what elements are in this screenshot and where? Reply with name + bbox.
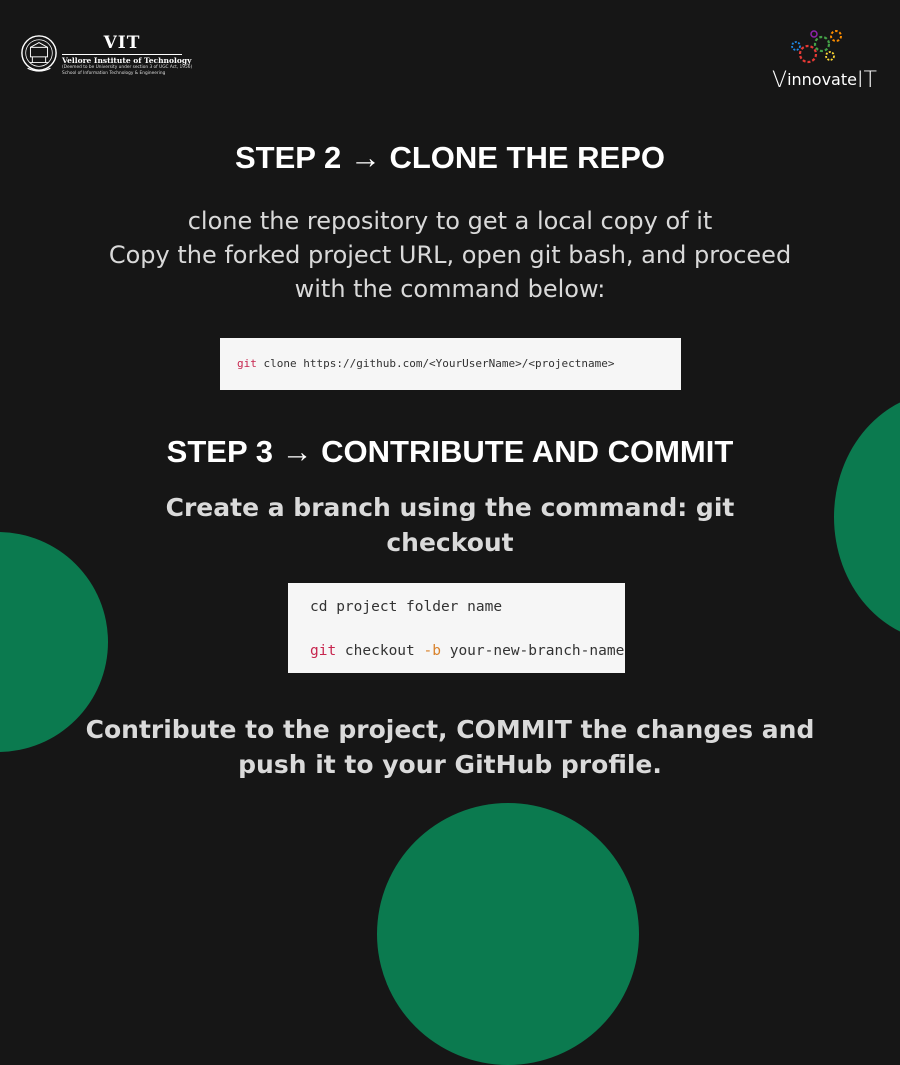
vit-full-name: Vellore Institute of Technology [62, 56, 192, 65]
vinnovate-suffix: IT [856, 68, 877, 93]
step2-line-2: Copy the forked project URL, open git bash, and proceed [108, 241, 792, 269]
step3-line-1: Create a branch using the command: git [165, 493, 735, 522]
vinnovate-logo [770, 26, 877, 96]
git-keyword: git [310, 643, 337, 659]
vinnovate-middle: innovate [787, 70, 857, 89]
git-keyword: git [237, 357, 257, 370]
gears-icon [786, 26, 850, 70]
vit-name: VIT [103, 33, 141, 53]
footer-line-1: Contribute to the project, COMMIT the changes and [85, 715, 815, 744]
checkout-command [310, 643, 624, 659]
footer-description [0, 712, 900, 782]
footer-line-2: push it to your GitHub profile. [238, 750, 662, 779]
vinnovate-prefix: V [772, 68, 788, 93]
vit-divider [62, 54, 182, 55]
clone-command-rest: clone https://github.com/<YourUserName>/<projectname> [256, 357, 615, 370]
branch-name: your-new-branch-name [440, 643, 625, 659]
step3-description [0, 490, 900, 560]
vinnovate-wordmark [772, 68, 877, 93]
step3-line-2: checkout [386, 528, 514, 557]
vit-tagline: (Deemed to be University under section 3 of UGC Act, 1956) [62, 65, 193, 70]
clone-command [237, 357, 615, 370]
step3-title: STEP 3 → CONTRIBUTE AND COMMIT [166, 434, 734, 469]
step2-description [0, 204, 900, 306]
clone-command-block[interactable] [220, 338, 681, 390]
vit-logo [20, 33, 193, 86]
checkout-subcommand: checkout [336, 643, 424, 659]
vit-seal-icon [20, 34, 58, 74]
step2-line-1: clone the repository to get a local copy of it [187, 207, 713, 235]
cd-command: cd project folder name [310, 599, 503, 615]
step2-title: STEP 2 → CLONE THE REPO [234, 140, 666, 175]
step2-line-3: with the command below: [294, 275, 606, 303]
branch-flag: -b [423, 643, 441, 659]
checkout-command-block[interactable] [288, 583, 625, 673]
decorative-circle-bottom [377, 803, 639, 1065]
vit-wordmark [62, 33, 193, 77]
vit-school: School of Information Technology & Engineering [62, 71, 166, 76]
